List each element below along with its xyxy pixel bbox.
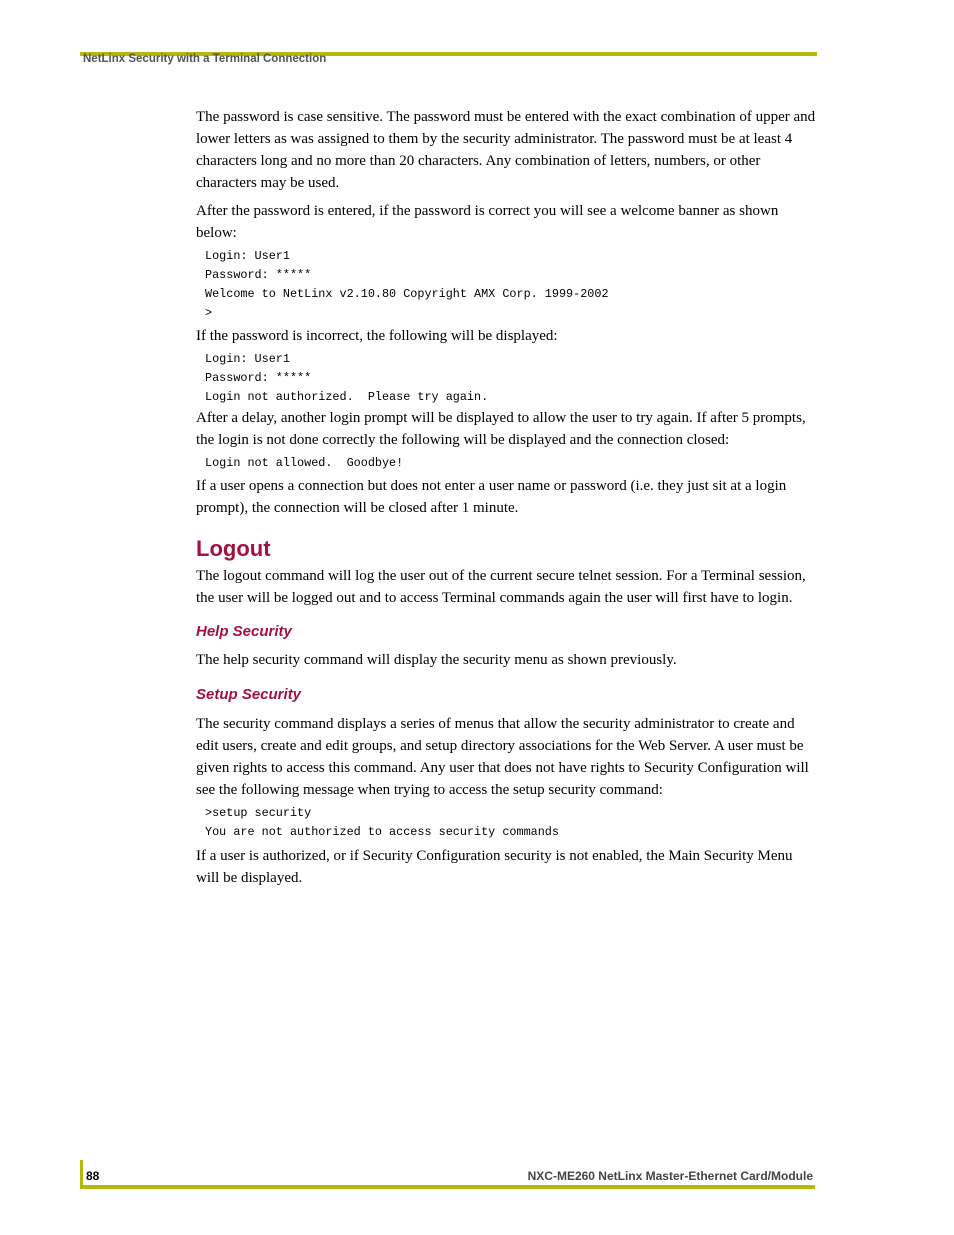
code-block: >setup security You are not authorized to access security commands — [205, 806, 559, 839]
paragraph: The security command displays a series of menus that allow the security administrator to create and edit users, create and edit groups, and setup directory associations for the Web Server. A user must be given rights to access this command. Any user that does not have rights to Security Configuration will see the following message when trying to access the setup security command: — [196, 716, 809, 798]
subheading-setup-security: Setup Security — [196, 686, 302, 703]
paragraph: The password is case sensitive. The password must be entered with the exact combination of upper and lower letters as was assigned to them by the security administrator. The password must be at least 4 characters long and no more than 20 characters. Any combination of letters, numbers, or other characters may be used. — [196, 109, 816, 191]
page-content — [196, 106, 816, 889]
paragraph: If the password is incorrect, the following will be displayed: — [196, 328, 558, 344]
paragraph: The logout command will log the user out of the current secure telnet session. For a Terminal session, the user will be logged out and to access Terminal commands again the user will first have to login. — [196, 568, 806, 606]
code-block: Login: User1 Password: ***** Welcome to NetLinx v2.10.80 Copyright AMX Corp. 1999-2002 > — [205, 249, 609, 320]
paragraph: After a delay, another login prompt will be displayed to allow the user to try again. If after 5 prompts, the login is not done correctly the following will be displayed and the connection closed: — [196, 410, 806, 448]
paragraph: If a user is authorized, or if Security Configuration security is not enabled, the Main Security Menu will be displayed. — [196, 848, 793, 886]
paragraph: If a user opens a connection but does not enter a user name or password (i.e. they just sit at a login prompt), the connection will be closed after 1 minute. — [196, 478, 787, 516]
code-block: Login: User1 Password: ***** Login not authorized. Please try again. — [205, 352, 489, 404]
paragraph: The help security command will display the security menu as shown previously. — [196, 652, 677, 668]
page-number: 88 — [86, 1169, 100, 1183]
paragraph: After the password is entered, if the password is correct you will see a welcome banner as shown below: — [196, 203, 779, 241]
code-block: Login not allowed. Goodbye! — [205, 456, 404, 470]
running-header: NetLinx Security with a Terminal Connection — [83, 53, 327, 65]
running-footer: NXC-ME260 NetLinx Master-Ethernet Card/Module — [527, 1169, 813, 1183]
section-heading-logout: Logout — [196, 536, 271, 561]
subheading-help-security: Help Security — [196, 623, 292, 640]
footer-rule — [80, 1185, 815, 1189]
